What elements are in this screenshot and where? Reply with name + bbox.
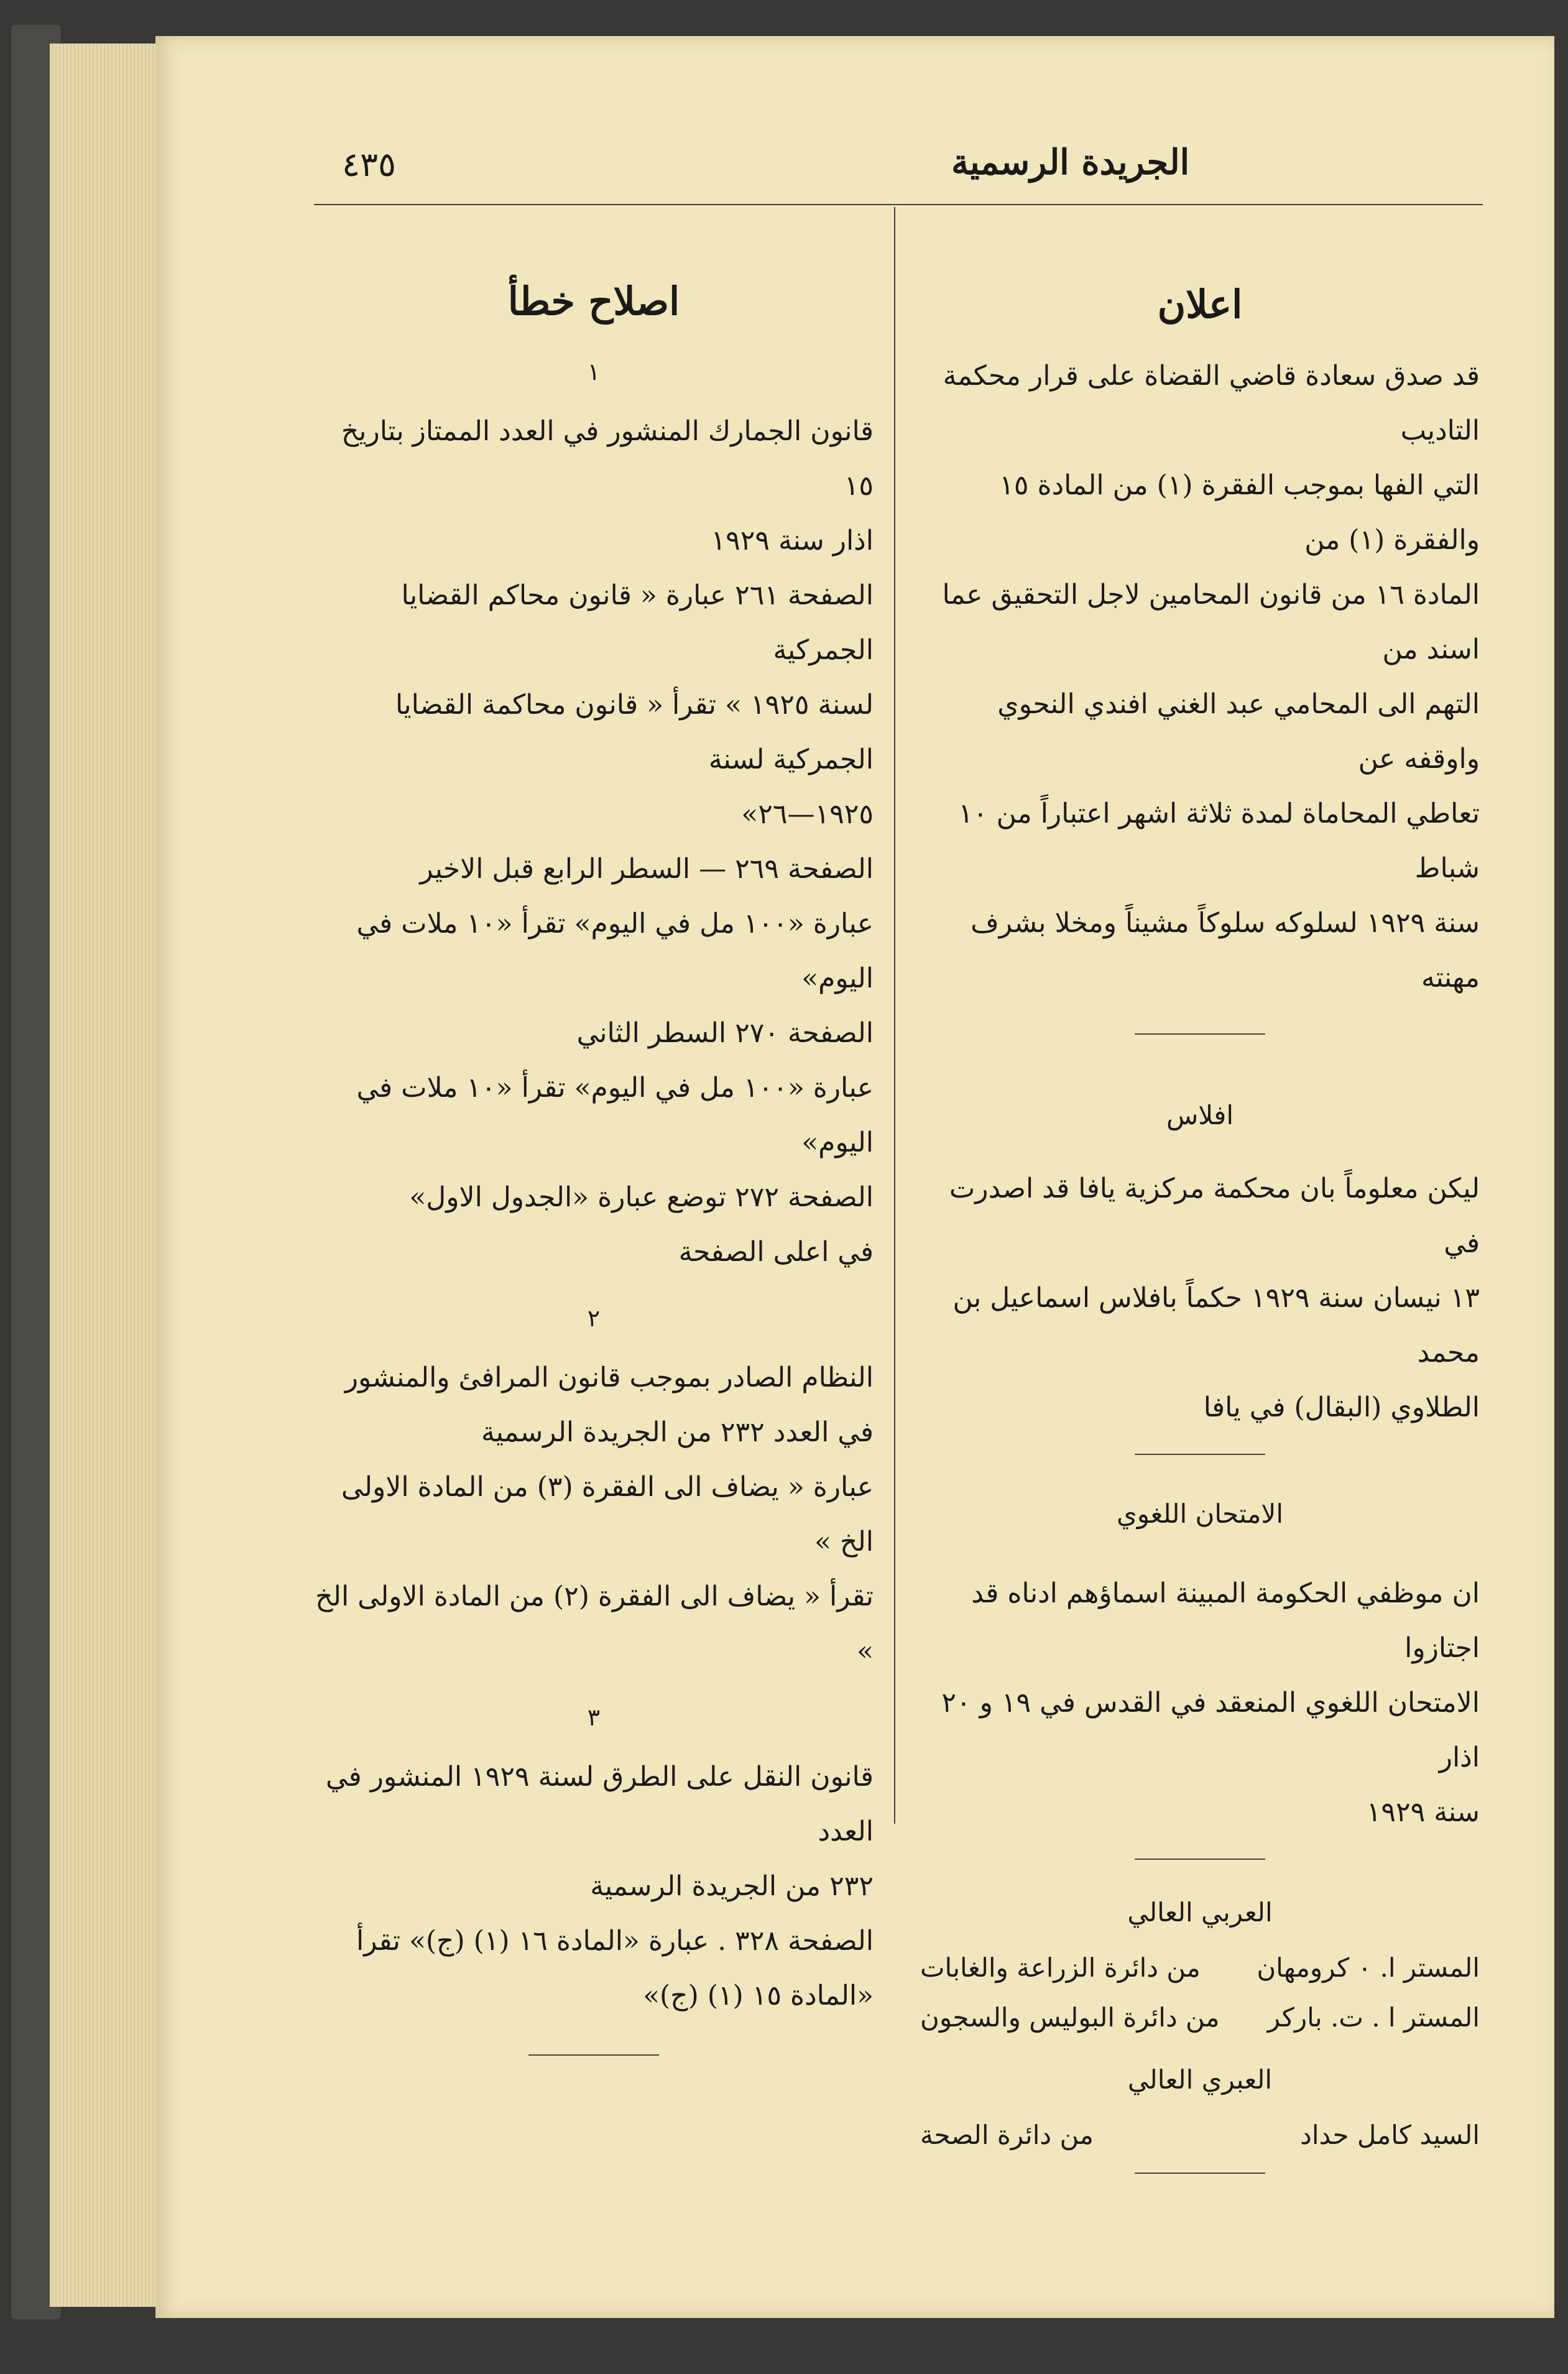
examinee-name: المستر ا . ت. باركر xyxy=(1267,2002,1480,2033)
notice-line: التي الفها بموجب الفقرة (١) من المادة ١٥ والفقرة (١) من xyxy=(999,469,1480,556)
notice-title: اعلان xyxy=(1157,282,1243,327)
correction-section-3 xyxy=(314,1750,874,2023)
correction-line: قانون النقل على الطرق لسنة ١٩٢٩ المنشور في العدد xyxy=(325,1761,874,1847)
bankruptcy-body xyxy=(920,1162,1480,1435)
correction-line: لسنة ١٩٢٥ » تقرأ « قانون محاكمة القضايا الجمركية لسنة xyxy=(395,689,874,775)
page-number: ٤٣٥ xyxy=(342,145,397,184)
examinee-name: المستر ا. ٠ كرومهان xyxy=(1257,1952,1480,1983)
notice-line: التهم الى المحامي عبد الغني افندي النحوي واوقفه عن xyxy=(997,688,1480,775)
section-divider xyxy=(528,2054,659,2056)
correction-line: اذار سنة ١٩٢٩ xyxy=(711,525,874,557)
correction-line: الصفحة ٣٢٨ . عبارة «المادة ١٦ (١) (ج)» تقرأ xyxy=(356,1925,874,1957)
hebrew-higher-title: العبري العالي xyxy=(1127,2064,1273,2095)
correction-line: النظام الصادر بموجب قانون المرافئ والمنشور xyxy=(344,1362,874,1393)
correction-line: ١٩٢٥—٢٦» xyxy=(741,798,874,830)
correction-section-1 xyxy=(314,404,874,1280)
correction-line: قانون الجمارك المنشور في العدد الممتاز بتاريخ ١٥ xyxy=(341,415,874,502)
notice-line: سنة ١٩٢٩ لسلوكه سلوكاً مشيناً ومخلا بشرف مهنته xyxy=(971,907,1480,994)
correction-line: الصفحة ٢٦٩ — السطر الرابع قبل الاخير xyxy=(420,853,874,885)
exam-line: سنة ١٩٢٩ xyxy=(1366,1796,1480,1828)
examinee-dept: من دائرة البوليس والسجون xyxy=(920,2002,1220,2033)
section-divider xyxy=(1135,1033,1265,1035)
arabic-higher-title: العربي العالي xyxy=(1127,1897,1273,1928)
page-stack-edge xyxy=(50,44,155,2307)
correction-line: الصفحة ٢٦١ عبارة « قانون محاكم القضايا الجمركية xyxy=(401,580,874,666)
correction-line: الصفحة ٢٧٠ السطر الثاني xyxy=(576,1017,874,1049)
exam-line: الامتحان اللغوي المنعقد في القدس في ١٩ و ٢٠ اذار xyxy=(941,1687,1480,1773)
section-number: ٣ xyxy=(587,1704,601,1731)
correction-line: ٢٣٢ من الجريدة الرسمية xyxy=(590,1870,874,1902)
bankruptcy-line: ليكن معلوماً بان محكمة مركزية يافا قد اصدرت في xyxy=(949,1173,1480,1259)
exam-line: ان موظفي الحكومة المبينة اسماؤهم ادناه قد اجتازوا xyxy=(971,1577,1480,1664)
hebrew-higher-list xyxy=(920,2110,1480,2160)
section-number: ٢ xyxy=(587,1305,601,1332)
examinee-row xyxy=(920,1993,1480,2043)
section-divider xyxy=(1135,1454,1265,1455)
notice-line: المادة ١٦ من قانون المحامين لاجل التحقيق عما اسند من xyxy=(942,579,1480,665)
correction-line: في العدد ٢٣٢ من الجريدة الرسمية xyxy=(481,1416,874,1448)
right-column xyxy=(920,223,1480,2174)
arabic-higher-list xyxy=(920,1943,1480,2043)
left-column xyxy=(314,223,874,2056)
correction-line: عبارة « يضاف الى الفقرة (٣) من المادة الاولى الخ » xyxy=(341,1471,874,1558)
examinee-dept: من دائرة الزراعة والغابات xyxy=(920,1952,1201,1983)
header-divider xyxy=(314,204,1483,205)
corrections-title: اصلاح خطأ xyxy=(507,279,680,324)
correction-line: تقرأ « يضاف الى الفقرة (٢) من المادة الاولى الخ » xyxy=(315,1581,874,1667)
bankruptcy-line: ١٣ نيسان سنة ١٩٢٩ حكماً بافلاس اسماعيل بن محمد xyxy=(952,1282,1480,1369)
bankruptcy-line: الطلاوي (البقال) في يافا xyxy=(1203,1392,1480,1423)
page-header-title: الجريدة الرسمية xyxy=(951,142,1190,183)
exam-body xyxy=(920,1566,1480,1840)
notice-body xyxy=(920,349,1480,1005)
correction-line: في اعلى الصفحة xyxy=(678,1236,874,1268)
section-divider xyxy=(1135,1859,1265,1860)
section-number: ١ xyxy=(587,358,601,386)
correction-line: عبارة «١٠٠ مل في اليوم» تقرأ «١٠ ملات في اليوم» xyxy=(356,1072,874,1158)
correction-line: الصفحة ٢٧٢ توضع عبارة «الجدول الاول» xyxy=(409,1181,874,1213)
examinee-name: السيد كامل حداد xyxy=(1300,2120,1480,2150)
examinee-row xyxy=(920,2110,1480,2160)
section-divider xyxy=(1135,2173,1265,2174)
notice-line: تعاطي المحاماة لمدة ثلاثة اشهر اعتباراً من ١٠ شباط xyxy=(958,798,1480,884)
correction-section-2 xyxy=(314,1351,874,1679)
column-divider xyxy=(894,207,895,1824)
correction-line: عبارة «١٠٠ مل في اليوم» تقرأ «١٠ ملات في اليوم» xyxy=(356,908,874,994)
bankruptcy-title: افلاس xyxy=(1166,1100,1234,1130)
notice-line: قد صدق سعادة قاضي القضاة على قرار محكمة التاديب xyxy=(943,360,1480,446)
correction-line: «المادة ١٥ (١) (ج)» xyxy=(643,1980,874,2011)
examinee-row xyxy=(920,1943,1480,1993)
examinee-dept: من دائرة الصحة xyxy=(920,2120,1094,2150)
gazette-page xyxy=(155,36,1554,2318)
exam-title: الامتحان اللغوي xyxy=(1116,1499,1284,1529)
